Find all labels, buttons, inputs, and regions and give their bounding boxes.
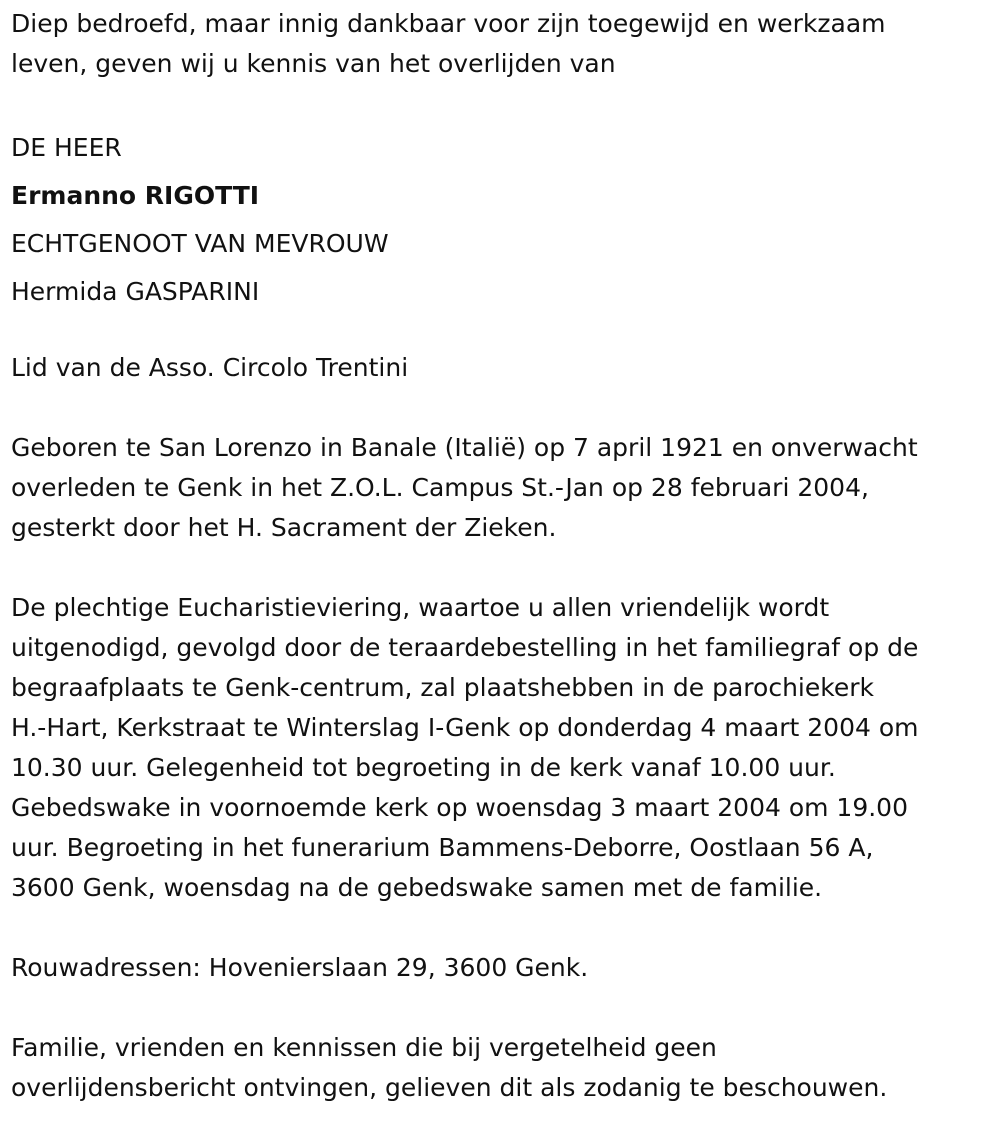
intro-line: leven, geven wij u kennis van het overlijden van (11, 49, 616, 78)
spacer (11, 388, 996, 428)
ceremony-line: begraafplaats te Genk-centrum, zal plaatshebben in de parochiekerk (11, 673, 874, 702)
birth-death-line: overleden te Genk in het Z.O.L. Campus St.-Jan op 28 februari 2004, (11, 473, 869, 502)
intro-paragraph (11, 4, 996, 84)
spacer (11, 548, 996, 588)
closing-line: overlijdensbericht ontvingen, gelieven dit als zodanig te beschouwen. (11, 1073, 888, 1102)
deceased-name: Ermanno RIGOTTI (11, 181, 260, 210)
name-block (11, 124, 996, 316)
spacer (11, 316, 996, 348)
intro-line: Diep bedroefd, maar innig dankbaar voor zijn toegewijd en werkzaam (11, 9, 886, 38)
ceremony-line: Gebedswake in voornoemde kerk op woensdag 3 maart 2004 om 19.00 (11, 793, 908, 822)
ceremony-line: H.-Hart, Kerkstraat te Winterslag I-Genk op donderdag 4 maart 2004 om (11, 713, 919, 742)
ceremony-paragraph (11, 588, 996, 908)
closing-line: Familie, vrienden en kennissen die bij vergetelheid geen (11, 1033, 717, 1062)
spacer (11, 84, 996, 124)
address-paragraph (11, 948, 996, 988)
closing-paragraph (11, 1028, 996, 1108)
birth-death-line: gesterkt door het H. Sacrament der Zieken. (11, 513, 557, 542)
address-line: Rouwadressen: Hovenierslaan 29, 3600 Genk. (11, 953, 589, 982)
membership-line: Lid van de Asso. Circolo Trentini (11, 353, 409, 382)
ceremony-line: uitgenodigd, gevolgd door de teraardebestelling in het familiegraf op de (11, 633, 919, 662)
spacer (11, 908, 996, 948)
obituary-notice (11, 4, 996, 1108)
birth-death-paragraph (11, 428, 996, 548)
membership-paragraph (11, 348, 996, 388)
ceremony-line: 10.30 uur. Gelegenheid tot begroeting in de kerk vanaf 10.00 uur. (11, 753, 836, 782)
spouse-label: ECHTGENOOT VAN MEVROUW (11, 229, 389, 258)
salutation: DE HEER (11, 133, 122, 162)
spouse-name: Hermida GASPARINI (11, 277, 260, 306)
spacer (11, 988, 996, 1028)
ceremony-line: 3600 Genk, woensdag na de gebedswake samen met de familie. (11, 873, 823, 902)
ceremony-line: uur. Begroeting in het funerarium Bammens-Deborre, Oostlaan 56 A, (11, 833, 874, 862)
ceremony-line: De plechtige Eucharistieviering, waartoe u allen vriendelijk wordt (11, 593, 830, 622)
birth-death-line: Geboren te San Lorenzo in Banale (Italië) op 7 april 1921 en onverwacht (11, 433, 918, 462)
